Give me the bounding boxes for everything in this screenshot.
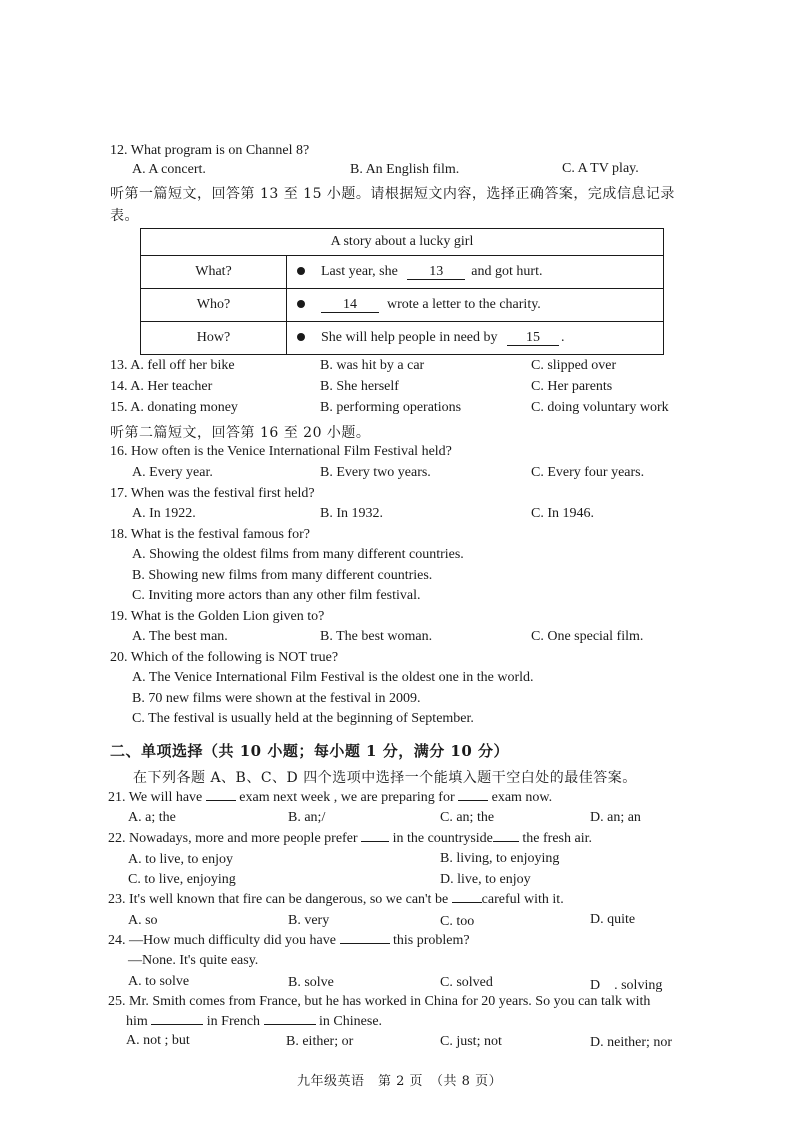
row-text: Last year, she <box>321 264 398 279</box>
q20-stem: 20. Which of the following is NOT true? <box>110 650 339 665</box>
q20-option-a: A. The Venice International Film Festival is the oldest one in the world. <box>132 670 534 685</box>
q16-option-b: B. Every two years. <box>320 465 431 480</box>
bullet-icon <box>297 300 305 308</box>
row-text-after: . <box>561 330 565 345</box>
q25-stem: 25. Mr. Smith comes from France, but he has worked in China for 20 years. So you can talk with <box>108 994 651 1009</box>
q12-option-b: B. An English film. <box>350 162 460 177</box>
q22-option-a: A. to live, to enjoy <box>128 852 233 867</box>
part2-instruction: 在下列各题 A、B、C、D 四个选项中选择一个能填入题干空白处的最佳答案。 <box>133 770 637 786</box>
q22-stem-part: in the countryside <box>392 831 493 846</box>
q17-option-b: B. In 1932. <box>320 506 383 521</box>
q20-option-c: C. The festival is usually held at the beginning of September. <box>132 711 474 726</box>
q25-stem-part: him <box>126 1014 148 1029</box>
q24-blank[interactable] <box>340 943 390 944</box>
q21-option-a: A. a; the <box>128 810 176 825</box>
q17-option-c: C. In 1946. <box>531 506 594 521</box>
q23-option-d: D. quite <box>590 912 636 927</box>
q20-option-b: B. 70 new films were shown at the festival in 2009. <box>132 691 421 706</box>
q18-stem: 18. What is the festival famous for? <box>110 527 310 542</box>
q19-stem: 19. What is the Golden Lion given to? <box>110 609 325 624</box>
q23-blank[interactable] <box>452 902 482 903</box>
table-row <box>141 256 664 289</box>
q13-option-c: C. slipped over <box>531 358 617 373</box>
q22-blank-1[interactable] <box>361 841 389 842</box>
q18-option-c: C. Inviting more actors than any other film festival. <box>132 588 421 603</box>
q16-option-a: A. Every year. <box>132 465 213 480</box>
row-text-after: wrote a letter to the charity. <box>387 297 541 312</box>
row-text: She will help people in need by <box>321 330 498 345</box>
q23-stem-part: careful with it. <box>481 892 564 907</box>
q23-option-a: A. so <box>128 913 158 928</box>
bullet-icon <box>297 333 305 341</box>
q21-option-b: B. an;/ <box>288 810 326 825</box>
q22-stem <box>108 831 592 847</box>
q15-option-c: C. doing voluntary work <box>531 400 669 415</box>
q24-option-b: B. solve <box>288 975 334 990</box>
page-footer: 九年级英语 第 2 页 （共 8 页） <box>297 1074 503 1089</box>
q25-option-b: B. either; or <box>286 1034 354 1049</box>
row-label: What? <box>141 256 287 289</box>
section2-instruction: 听第二篇短文，回答第 16 至 20 小题。 <box>110 425 371 441</box>
row-label: How? <box>141 322 287 355</box>
row-content <box>287 322 664 355</box>
q25-option-c: C. just; not <box>440 1034 502 1049</box>
q14-option-b: B. She herself <box>320 379 399 394</box>
q17-option-a: A. In 1922. <box>132 506 196 521</box>
q13-option-a: 13. A. fell off her bike <box>110 358 235 373</box>
q21-stem-part: exam next week , we are preparing for <box>239 790 455 805</box>
q21-blank-1[interactable] <box>206 800 236 801</box>
answer-blank-13[interactable]: 13 <box>407 265 465 280</box>
q25-stem-cont <box>126 1014 382 1030</box>
q22-option-b: B. living, to enjoying <box>440 851 560 866</box>
q22-blank-2[interactable] <box>493 841 519 842</box>
q24-reply: —None. It's quite easy. <box>128 953 259 968</box>
q23-option-c: C. too <box>440 914 475 929</box>
q19-option-a: A. The best man. <box>132 629 228 644</box>
q18-option-a: A. Showing the oldest films from many different countries. <box>132 547 464 562</box>
q24-stem <box>108 933 470 949</box>
answer-blank-15[interactable]: 15 <box>507 331 559 346</box>
q19-option-c: C. One special film. <box>531 629 644 644</box>
q25-blank-1[interactable] <box>151 1024 203 1025</box>
q21-blank-2[interactable] <box>458 800 488 801</box>
q16-option-c: C. Every four years. <box>531 465 645 480</box>
q15-option-a: 15. A. donating money <box>110 400 238 415</box>
q22-stem-part: 22. Nowadays, more and more people prefer <box>108 831 358 846</box>
q17-stem: 17. When was the festival first held? <box>110 486 315 501</box>
q14-option-c: C. Her parents <box>531 379 613 394</box>
answer-blank-14[interactable]: 14 <box>321 298 379 313</box>
q15-option-b: B. performing operations <box>320 400 462 415</box>
q21-stem <box>108 790 552 806</box>
q12-option-a: A. A concert. <box>132 162 206 177</box>
q24-option-c: C. solved <box>440 975 493 990</box>
q24-stem-part: 24. —How much difficulty did you have <box>108 933 336 948</box>
q14-option-a: 14. A. Her teacher <box>110 379 213 394</box>
q25-stem-part: in French <box>206 1014 261 1029</box>
section1-instruction: 听第一篇短文，回答第 13 至 15 小题。请根据短文内容，选择正确答案，完成信息记录 <box>110 186 675 202</box>
q22-option-d: D. live, to enjoy <box>440 872 531 887</box>
info-record-table <box>140 228 664 355</box>
q21-option-c: C. an; the <box>440 810 495 825</box>
q25-option-d: D. neither; nor <box>590 1035 673 1050</box>
q12-option-c: C. A TV play. <box>562 161 639 176</box>
table-row <box>141 322 664 355</box>
table-row <box>141 289 664 322</box>
q16-stem: 16. How often is the Venice International Film Festival held? <box>110 444 452 459</box>
q24-option-a: A. to solve <box>128 974 190 989</box>
row-content <box>287 256 664 289</box>
q23-stem-part: 23. It's well known that fire can be dangerous, so we can't be <box>108 892 449 907</box>
q22-stem-part: the fresh air. <box>522 831 592 846</box>
part2-title: 二、单项选择（共 10 小题；每小题 1 分，满分 10 分） <box>110 742 510 760</box>
q22-option-c: C. to live, enjoying <box>128 872 236 887</box>
table-title: A story about a lucky girl <box>141 229 664 256</box>
q19-option-b: B. The best woman. <box>320 629 433 644</box>
q23-stem <box>108 892 564 908</box>
q23-option-b: B. very <box>288 913 330 928</box>
q25-option-a: A. not ; but <box>126 1033 190 1048</box>
q21-stem-part: 21. We will have <box>108 790 203 805</box>
q12-stem: 12. What program is on Channel 8? <box>110 143 310 158</box>
q25-blank-2[interactable] <box>264 1024 316 1025</box>
q18-option-b: B. Showing new films from many different countries. <box>132 568 433 583</box>
bullet-icon <box>297 267 305 275</box>
section1-instruction-cont: 表。 <box>110 208 139 224</box>
row-content <box>287 289 664 322</box>
q24-option-d: D . solving <box>590 978 663 993</box>
q24-stem-part: this problem? <box>393 933 470 948</box>
q21-option-d: D. an; an <box>590 810 641 825</box>
row-text-after: and got hurt. <box>471 264 543 279</box>
q13-option-b: B. was hit by a car <box>320 358 425 373</box>
row-label: Who? <box>141 289 287 322</box>
q25-stem-part: in Chinese. <box>319 1014 383 1029</box>
q21-stem-part: exam now. <box>491 790 553 805</box>
